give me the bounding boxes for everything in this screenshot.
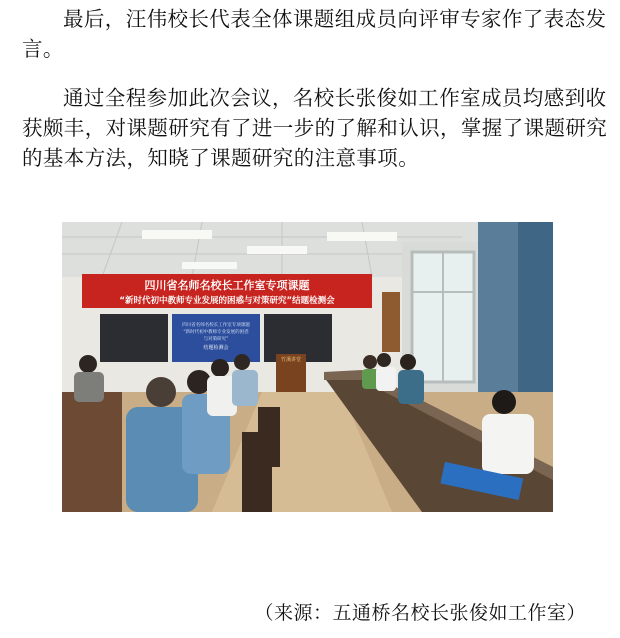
screen-line-4: 结题检测会 bbox=[203, 345, 229, 351]
paragraph-summary: 通过全程参加此次会议，名校长张俊如工作室成员均感到收获颇丰，对课题研究有了进一步的了解和认识，掌握了课题研究的基本方法，知晓了课题研究的注意事项。 bbox=[22, 86, 608, 170]
podium-label: 竹溪讲堂 bbox=[280, 357, 302, 363]
banner-subtitle: “新时代初中教师专业发展的困惑与对策研究”结题检测会 bbox=[119, 296, 335, 306]
screen-line-1: 四川省名师名校长工作室专项课题 bbox=[182, 323, 250, 328]
meeting-photo bbox=[62, 222, 553, 512]
paragraph-closing-remarks: 最后，汪伟校长代表全体课题组成员向评审专家作了表态发言。 bbox=[22, 7, 607, 61]
banner-title: 四川省名师名校长工作室专项课题 bbox=[144, 279, 310, 292]
screen-line-2: “新时代初中教师专业发展的困惑 bbox=[183, 330, 249, 335]
screen-line-3: 与对策研究” bbox=[203, 337, 229, 342]
source-credit: （来源：五通桥名校长张俊如工作室） bbox=[254, 602, 586, 624]
